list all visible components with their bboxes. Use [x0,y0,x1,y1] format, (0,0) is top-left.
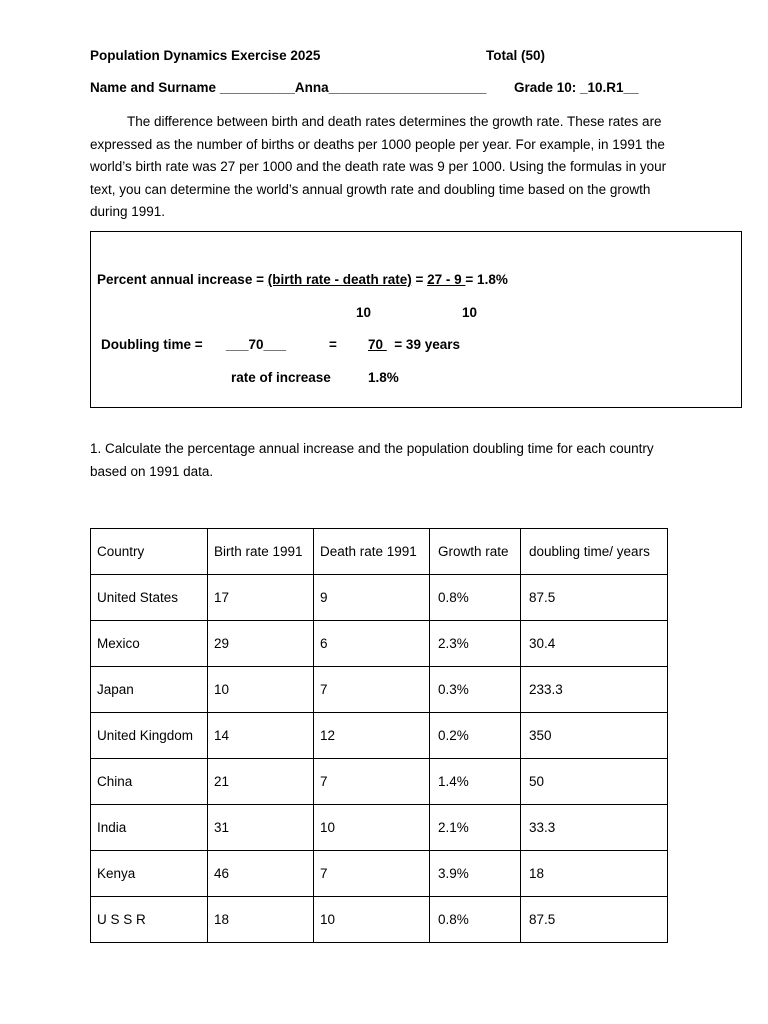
cell-country: United Kingdom [91,713,208,759]
cell-birth-rate: 14 [208,713,314,759]
percent-result: = 1.8% [465,272,508,287]
cell-country: China [91,759,208,805]
percent-label: Percent annual increase = [97,272,268,287]
cell-growth-rate: 2.1% [430,805,521,851]
percent-formula [97,272,508,287]
formula-box [90,231,742,408]
cell-death-rate: 6 [314,621,430,667]
percent-numerator: (birth rate - death rate) [267,272,412,287]
cell-death-rate: 10 [314,897,430,943]
cell-doubling-time: 18 [521,851,668,897]
total-marks: Total (50) [486,48,546,63]
doubling-example-numerator: 70 [368,337,387,352]
doubling-denominator-1: rate of increase [231,370,331,385]
cell-doubling-time: 30.4 [521,621,668,667]
cell-growth-rate: 0.2% [430,713,521,759]
cell-birth-rate: 29 [208,621,314,667]
intro-paragraph: The difference between birth and death rates determines the growth rate. These rates are expressed as the number of births or deaths per 1000 people per year. For example, in 1991 the world’s birth rate was 27 per 1000 and the death rate was 9 per 1000. Using the formulas in your text, you can determine the world’s annual growth rate and doubling time based on the growth during 1991. [90,114,667,219]
table-row [91,575,668,621]
header-growth-rate: Growth rate [430,529,521,575]
cell-doubling-time: 33.3 [521,805,668,851]
cell-country: Kenya [91,851,208,897]
name-value: Anna [294,80,329,95]
cell-death-rate: 7 [314,851,430,897]
table-row [91,897,668,943]
cell-doubling-time: 50 [521,759,668,805]
cell-death-rate: 7 [314,667,430,713]
table-row [91,667,668,713]
table-row [91,805,668,851]
header-country: Country [91,529,208,575]
doubling-eq: = [329,337,337,352]
cell-growth-rate: 1.4% [430,759,521,805]
cell-country: Mexico [91,621,208,667]
name-prefix-line: __________ [219,80,295,95]
header-death-rate: Death rate 1991 [314,529,430,575]
cell-birth-rate: 10 [208,667,314,713]
cell-country: United States [91,575,208,621]
header-doubling-time: doubling time/ years [521,529,668,575]
doubling-example-line [368,337,460,352]
cell-birth-rate: 17 [208,575,314,621]
cell-doubling-time: 233.3 [521,667,668,713]
doubling-result: = 39 years [394,337,460,352]
cell-death-rate: 9 [314,575,430,621]
cell-growth-rate: 2.3% [430,621,521,667]
cell-doubling-time: 87.5 [521,897,668,943]
cell-death-rate: 7 [314,759,430,805]
percent-denominator-2: 10 [462,305,478,320]
cell-country: Japan [91,667,208,713]
population-table [90,528,668,943]
worksheet-title: Population Dynamics Exercise 2025 [90,48,321,63]
table-row [91,759,668,805]
cell-birth-rate: 31 [208,805,314,851]
cell-birth-rate: 46 [208,851,314,897]
cell-growth-rate: 0.8% [430,575,521,621]
table-header-row [91,529,668,575]
cell-doubling-time: 87.5 [521,575,668,621]
table-row [91,851,668,897]
cell-birth-rate: 21 [208,759,314,805]
cell-death-rate: 10 [314,805,430,851]
cell-country: India [91,805,208,851]
table-row [91,621,668,667]
header-birth-rate: Birth rate 1991 [208,529,314,575]
cell-growth-rate: 0.8% [430,897,521,943]
name-line [90,80,486,95]
cell-death-rate: 12 [314,713,430,759]
percent-example-numerator: 27 - 9 [427,272,466,287]
doubling-label: Doubling time = [101,337,203,352]
cell-birth-rate: 18 [208,897,314,943]
doubling-denominator-2: 1.8% [368,370,399,385]
cell-growth-rate: 0.3% [430,667,521,713]
table-row [91,713,668,759]
cell-growth-rate: 3.9% [430,851,521,897]
percent-eq: = [411,272,428,287]
cell-country: U S S R [91,897,208,943]
name-suffix-line: _____________________ [328,80,487,95]
percent-denominator-1: 10 [356,305,372,320]
name-label: Name and Surname [90,80,217,95]
doubling-numerator: ___70___ [226,337,287,352]
question-1: 1. Calculate the percentage annual increase and the population doubling time for each country based on 1991 data. [90,441,654,479]
grade: Grade 10: _10.R1__ [514,80,639,95]
cell-doubling-time: 350 [521,713,668,759]
